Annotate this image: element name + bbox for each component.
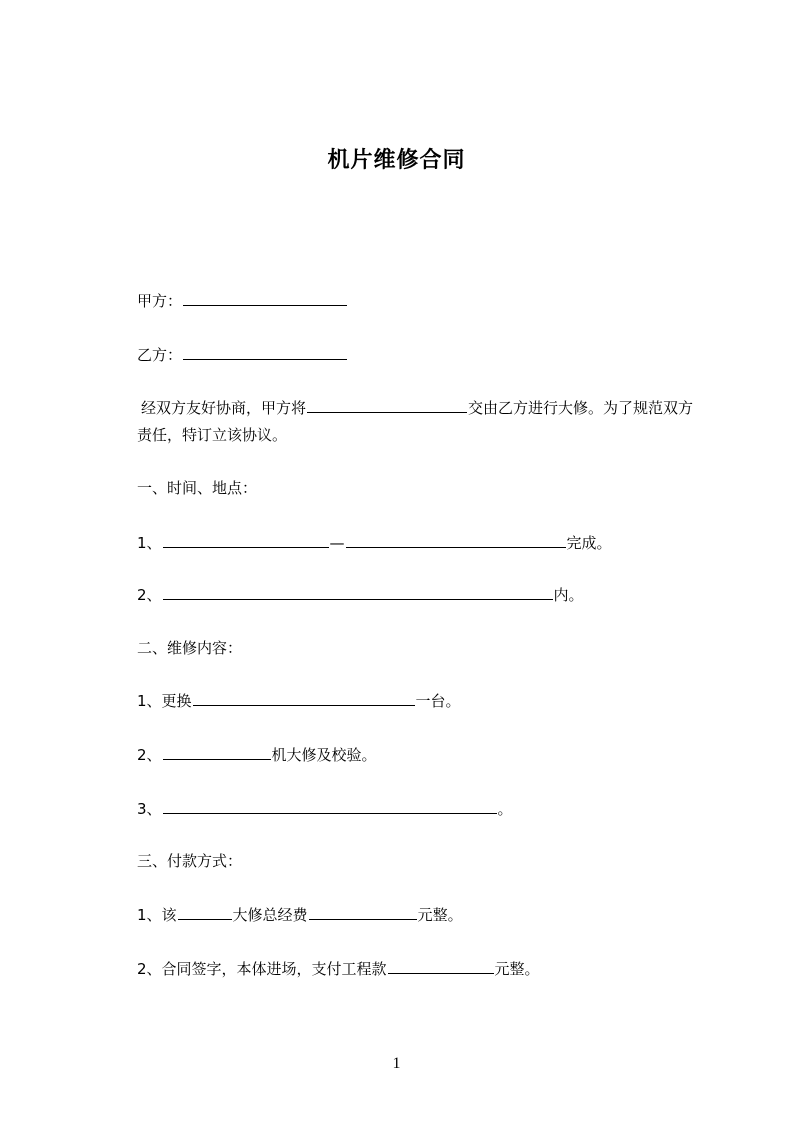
section2-item3-prefix: 3、 bbox=[137, 800, 162, 818]
section1-item1-dash: — bbox=[329, 534, 345, 552]
section2-item1-prefix: 1、更换 bbox=[137, 692, 192, 710]
section2-item2-suffix: 机大修及校验。 bbox=[271, 746, 377, 764]
intro-suffix: 交由乙方进行大修。为了规范双方责任，特订立该协议。 bbox=[137, 399, 694, 444]
section2-item3-suffix: 。 bbox=[497, 800, 513, 818]
section1-item1-suffix: 完成。 bbox=[566, 534, 612, 552]
intro-prefix: 经双方友好协商，甲方将 bbox=[141, 399, 307, 417]
section3-item1-mid: 大修总经费 bbox=[232, 906, 308, 924]
section2-item2 bbox=[137, 744, 377, 765]
party-b-label: 乙方： bbox=[137, 346, 183, 364]
section2-heading: 二、维修内容： bbox=[137, 639, 243, 657]
section1-item2 bbox=[137, 584, 584, 605]
section3-item2 bbox=[137, 958, 540, 979]
section2-item1-blank[interactable] bbox=[193, 690, 415, 706]
section1-item1-prefix: 1、 bbox=[137, 534, 162, 552]
section3-heading: 三、付款方式： bbox=[137, 852, 243, 870]
section3-item1 bbox=[137, 904, 463, 925]
section3-item2-prefix: 2、合同签字，本体进场，支付工程款 bbox=[137, 960, 387, 978]
party-b-line bbox=[137, 344, 348, 365]
section2-item1 bbox=[137, 690, 461, 711]
section2-item2-blank[interactable] bbox=[163, 744, 271, 760]
party-b-blank[interactable] bbox=[183, 344, 347, 360]
intro-paragraph bbox=[137, 395, 697, 449]
section3-item1-suffix: 元整。 bbox=[417, 906, 463, 924]
party-a-label: 甲方： bbox=[137, 292, 183, 310]
section1-item1-blank-end[interactable] bbox=[346, 532, 566, 548]
party-a-line bbox=[137, 290, 348, 311]
section3-item2-suffix: 元整。 bbox=[494, 960, 540, 978]
section2-item1-suffix: 一台。 bbox=[415, 692, 461, 710]
section3-item2-blank[interactable] bbox=[388, 958, 494, 974]
section1-item1-blank-start[interactable] bbox=[163, 532, 329, 548]
page-number: 1 bbox=[392, 1055, 401, 1072]
section2-item3-blank[interactable] bbox=[163, 798, 497, 814]
section3-item1-prefix: 1、该 bbox=[137, 906, 177, 924]
section1-item1 bbox=[137, 532, 612, 553]
intro-blank[interactable] bbox=[307, 397, 467, 413]
section1-heading: 一、时间、地点： bbox=[137, 479, 258, 497]
section3-item1-blank-a[interactable] bbox=[178, 904, 232, 920]
section2-item2-prefix: 2、 bbox=[137, 746, 162, 764]
document-title: 机片维修合同 bbox=[327, 148, 466, 173]
party-a-blank[interactable] bbox=[183, 290, 347, 306]
section1-item2-prefix: 2、 bbox=[137, 586, 162, 604]
section2-item3 bbox=[137, 798, 513, 819]
section1-item2-suffix: 内。 bbox=[553, 586, 584, 604]
section3-item1-blank-b[interactable] bbox=[309, 904, 417, 920]
section1-item2-blank[interactable] bbox=[163, 584, 553, 600]
